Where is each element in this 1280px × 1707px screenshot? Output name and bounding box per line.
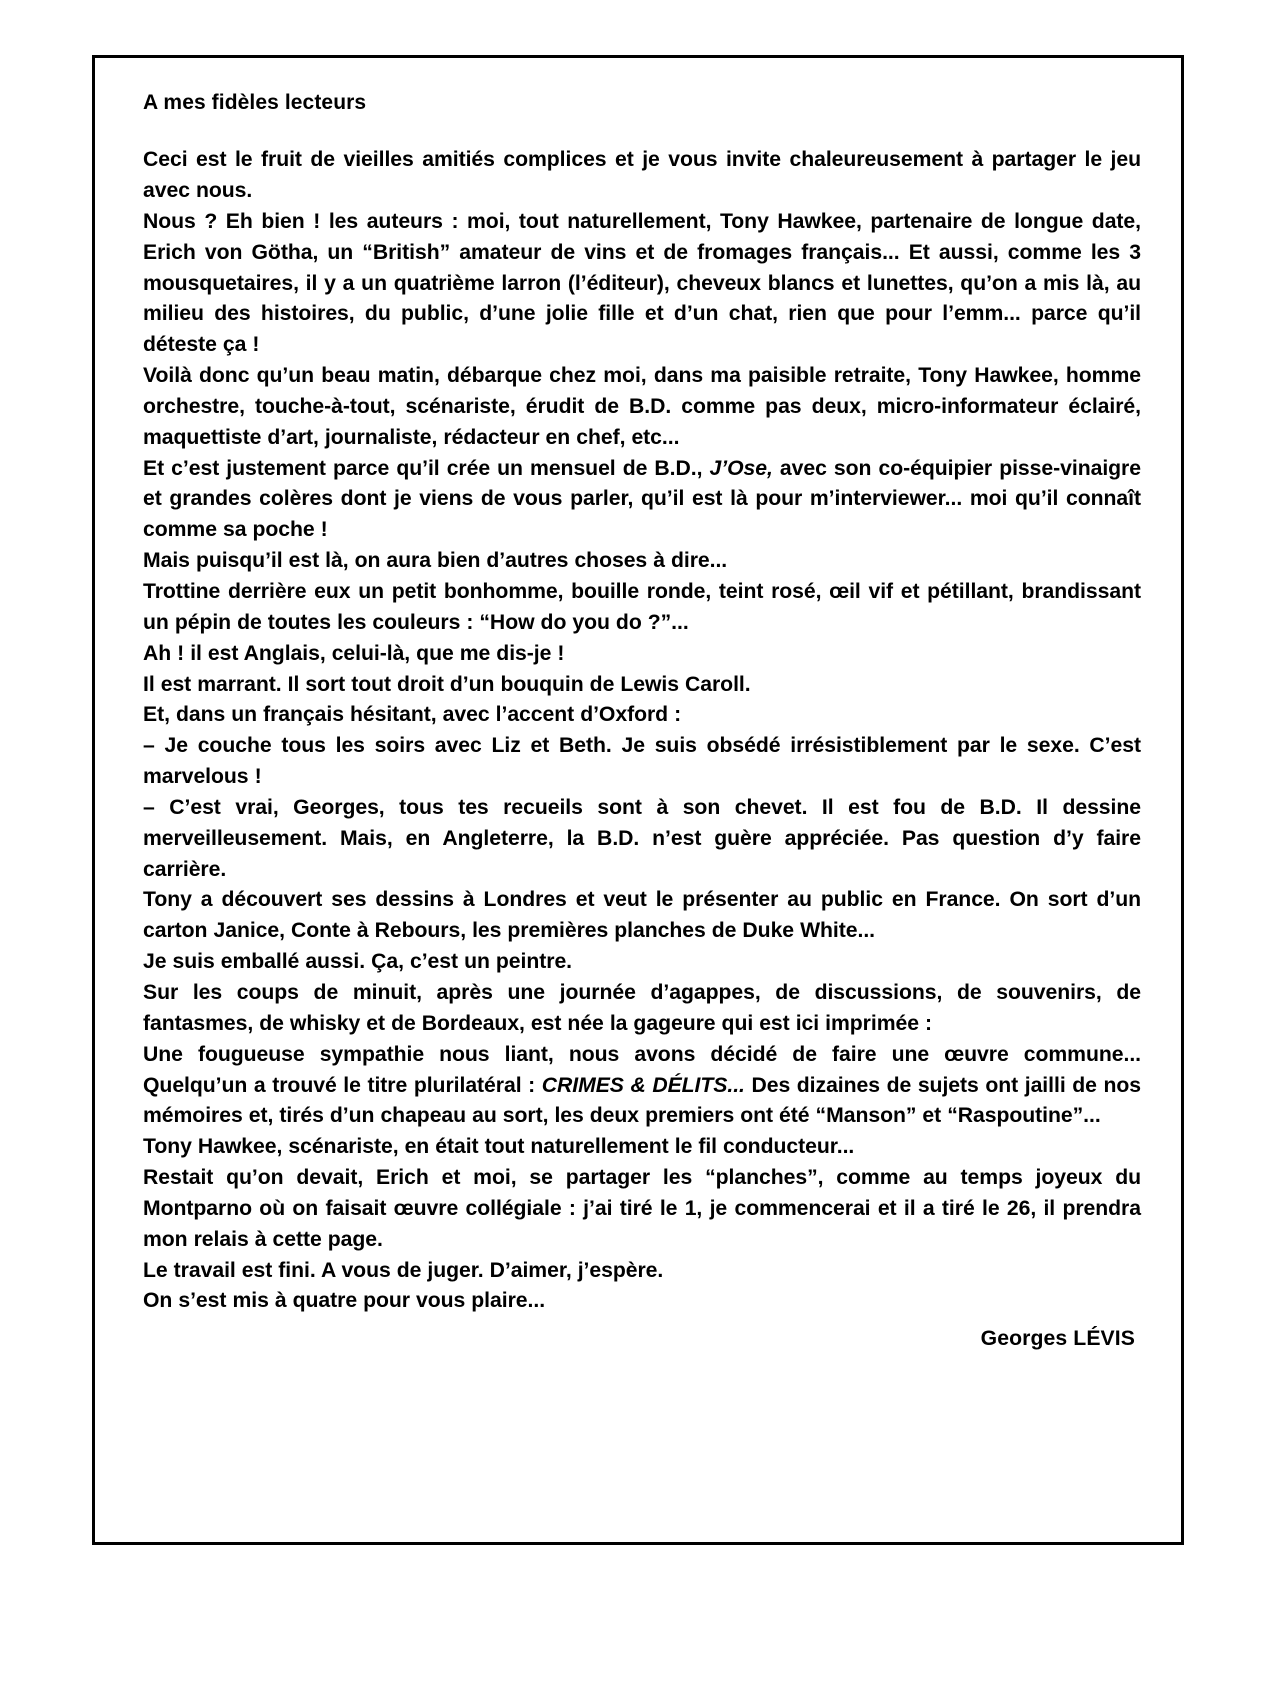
paragraph-1: Ceci est le fruit de vieilles amitiés complices et je vous invite chaleureusement à partager le jeu avec nous. — [143, 148, 1141, 203]
paragraph-4: Et c’est justement parce qu’il crée un mensuel de B.D., J’Ose, avec son co-équipier pisse-vinaigre et grandes colères dont je viens de vous parler, qu’il est là pour m’interviewer... moi qu’il connaît comme sa poche ! — [143, 456, 1141, 542]
paragraph-11: – C’est vrai, Georges, tous tes recueils sont à son chevet. Il est fou de B.D. Il dessine merveilleusement. Mais, en Angleterre, la B.D. n’est guère appréciée. Pas question d’y faire carrière. — [143, 795, 1141, 881]
paragraph-6: Trottine derrière eux un petit bonhomme, bouille ronde, teint rosé, œil vif et pétillant, brandissant un pépin de toutes les couleurs : “How do you do ?”... — [143, 580, 1141, 634]
paragraph-16: Tony Hawkee, scénariste, en était tout naturellement le fil conducteur... — [143, 1135, 855, 1159]
paragraph-18: Le travail est fini. A vous de juger. D’aimer, j’espère. — [143, 1258, 664, 1282]
paragraph-3: Voilà donc qu’un beau matin, débarque chez moi, dans ma paisible retraite, Tony Hawkee, homme orchestre, touche-à-tout, scénariste, érudit de B.D. comme pas deux, micro-informateur éclairé, maquettiste d’art, journaliste, rédacteur en chef, etc... — [143, 364, 1141, 449]
paragraph-7: Ah ! il est Anglais, celui-là, que me dis-je ! — [143, 641, 565, 665]
paragraph-13: Je suis emballé aussi. Ça, c’est un peintre. — [143, 950, 573, 974]
author-signature: Georges LÉVIS — [980, 1327, 1135, 1351]
paragraph-15: Une fougueuse sympathie nous liant, nous avons décidé de faire une œuvre commune... Quelqu’un a trouvé le titre plurilatéral : CRIMES & DÉLITS... Des dizaines de sujets ont jailli de nos mémoires et, tirés d’un chapeau au sort, les deux premiers ont été “Manson” et “Raspoutine”... — [143, 1042, 1141, 1128]
letter-content — [143, 90, 1141, 1524]
paragraph-12: Tony a découvert ses dessins à Londres et veut le présenter au public en France. On sort d’un carton Janice, Conte à Rebours, les premières planches de Duke White... — [143, 888, 1141, 943]
paragraph-14: Sur les coups de minuit, après une journée d’agappes, de discussions, de souvenirs, de fantasmes, de whisky et de Bordeaux, est née la gageure qui est ici imprimée : — [143, 980, 1141, 1035]
page-title: A mes fidèles lecteurs — [143, 91, 367, 114]
paragraph-19: On s’est mis à quatre pour vous plaire... — [143, 1289, 546, 1313]
paragraph-5: Mais puisqu’il est là, on aura bien d’autres choses à dire... — [143, 549, 728, 573]
paragraph-2: Nous ? Eh bien ! les auteurs : moi, tout naturellement, Tony Hawkee, partenaire de longue date, Erich von Götha, un “British” amateur de vins et de fromages français... Et aussi, comme les 3 mousquetaires, il y a un quatrième larron (l’éditeur), cheveux blancs et lunettes, qu’on a mis là, au milieu des histoires, du public, d’une jolie fille et d’un chat, rien que pour l’emm... parce qu’il déteste ça ! — [143, 209, 1141, 357]
text-frame — [92, 55, 1184, 1545]
paragraph-8: Il est marrant. Il sort tout droit d’un bouquin de Lewis Caroll. — [143, 672, 751, 696]
paragraph-10: – Je couche tous les soirs avec Liz et Beth. Je suis obsédé irrésistiblement par le sexe. C’est marvelous ! — [143, 734, 1141, 789]
paragraph-17: Restait qu’on devait, Erich et moi, se partager les “planches”, comme au temps joyeux du Montparno où on faisait œuvre collégiale : j’ai tiré le 1, je commencerai et il a tiré le 26, il prendra mon relais à cette page. — [143, 1166, 1141, 1251]
paragraph-9: Et, dans un français hésitant, avec l’accent d’Oxford : — [143, 703, 682, 727]
